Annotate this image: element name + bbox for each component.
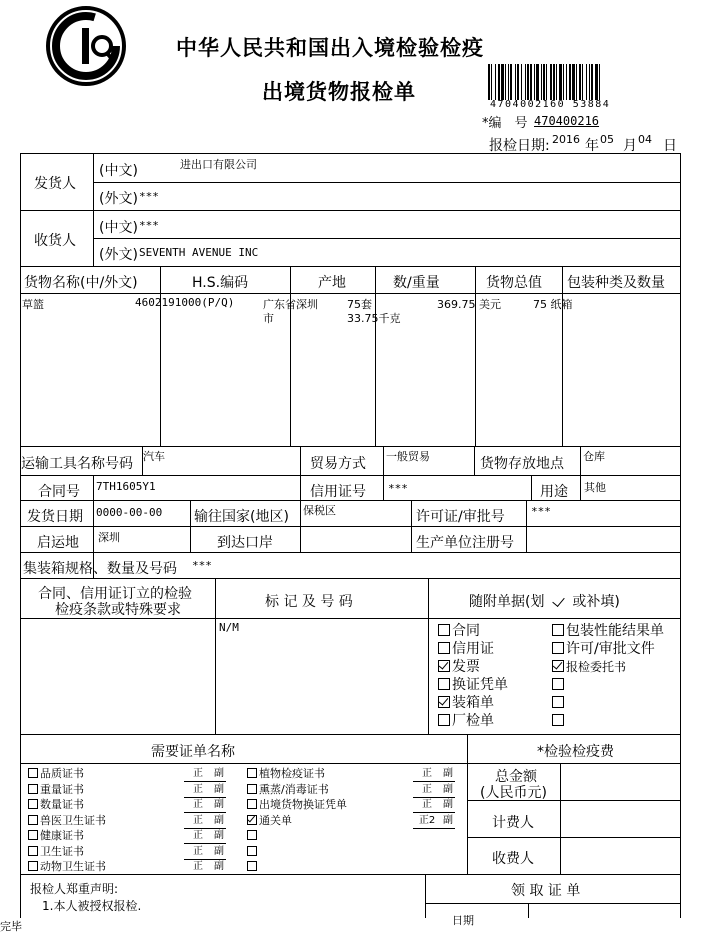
cert-copies-copy[interactable]: 副 — [441, 813, 455, 829]
checkbox-icon[interactable] — [438, 678, 450, 690]
consignee-cn-value[interactable]: *** — [139, 219, 159, 232]
barcode-bar — [599, 64, 600, 100]
declaration-item1: 1.本人被授权报检. — [42, 899, 142, 913]
barcode-bar — [582, 64, 583, 100]
attached-doc-label: 报检委托书 — [566, 660, 627, 674]
ship-date-value[interactable]: 0000-00-00 — [96, 506, 163, 519]
cert-copies — [413, 813, 455, 829]
cert-item[interactable] — [28, 766, 238, 782]
barcode-bar — [536, 64, 539, 100]
cert-item[interactable] — [247, 828, 457, 844]
cert-item[interactable] — [28, 813, 238, 829]
goods-value[interactable]: 369.75 美元 — [437, 298, 501, 311]
cert-copies-copy[interactable]: 副 — [212, 844, 226, 860]
use-value[interactable]: 其他 — [584, 481, 606, 494]
barcode-bar — [488, 64, 490, 100]
checkbox-icon[interactable] — [28, 830, 38, 840]
goods-hs-value[interactable]: 4602191000(P/Q) — [135, 296, 235, 309]
contract-value[interactable]: 7TH1605Y1 — [96, 480, 156, 493]
barcode-bar — [508, 64, 509, 100]
goods-pack[interactable]: 75 纸箱 — [533, 298, 573, 311]
barcode-bar — [515, 64, 516, 100]
declaration-title: 报检人郑重声明: — [30, 882, 119, 896]
cert-copies — [184, 813, 226, 829]
cert-copies — [184, 844, 226, 860]
barcode-number: 4704002160 53884 — [490, 99, 611, 110]
checkbox-icon[interactable] — [552, 624, 564, 636]
container-label: 集装箱规格、数量及号码 — [23, 561, 177, 577]
depart-label: 启运地 — [37, 535, 79, 551]
attached-doc-item[interactable] — [438, 640, 508, 658]
checkbox-icon[interactable] — [28, 846, 38, 856]
cert-copies-copy[interactable]: 副 — [212, 859, 226, 875]
date-year: 2016 — [552, 133, 580, 146]
checkbox-icon[interactable] — [247, 768, 257, 778]
checkbox-checked-icon[interactable] — [552, 660, 564, 672]
marks-value[interactable]: N/M — [219, 621, 239, 634]
transport-tool-label: 运输工具名称号码 — [21, 456, 133, 472]
cert-copies-original[interactable]: 正 — [184, 797, 212, 813]
bottom-status-text: 完毕 — [0, 920, 22, 933]
col-goods-name: 货物名称(中/外文) — [24, 275, 138, 291]
col-quantity: 数/重量 — [393, 275, 440, 291]
cert-copies-copy[interactable]: 副 — [441, 782, 455, 798]
cert-label: 兽医卫生证书 — [40, 813, 106, 827]
trade-mode-label: 贸易方式 — [310, 456, 366, 472]
checkbox-icon[interactable] — [552, 696, 564, 708]
lc-value[interactable]: *** — [388, 482, 408, 495]
attached-docs-right — [552, 622, 664, 730]
terms-header-line1: 合同、信用证订立的检验 — [38, 586, 192, 602]
attached-doc-label: 装箱单 — [452, 695, 494, 711]
docs-header-suffix: 或补填) — [572, 594, 620, 610]
col-hs-code: H.S.编码 — [192, 275, 249, 291]
date-day: 04 — [638, 133, 652, 146]
receive-docs-header: 领 取 证 单 — [511, 883, 581, 899]
goods-qty-line2: 33.75千克 — [347, 312, 401, 325]
cert-copies-original[interactable]: 正2 — [413, 813, 441, 829]
cert-label: 出境货物换证凭单 — [259, 798, 347, 811]
certs-left-list — [28, 766, 238, 875]
barcode-bar — [510, 64, 512, 100]
checkbox-icon[interactable] — [552, 678, 564, 690]
cert-label: 数量证书 — [40, 798, 84, 811]
receive-date-label: 日期 — [452, 914, 474, 927]
goods-origin-line1[interactable]: 广东省深圳 — [263, 298, 318, 311]
attached-doc-label: 许可/审批文件 — [566, 641, 655, 657]
barcode-bar — [527, 64, 529, 100]
form-title-agency: 中华人民共和国出入境检验检疫 — [176, 36, 484, 60]
cert-copies — [413, 766, 455, 782]
cert-copies-original[interactable]: 正 — [413, 766, 441, 782]
attached-doc-label: 合同 — [452, 623, 480, 639]
barcode-bar — [541, 64, 542, 100]
cert-copies-original[interactable]: 正 — [184, 859, 212, 875]
cert-copies-copy[interactable]: 副 — [212, 766, 226, 782]
barcode-bar — [517, 64, 519, 100]
date-month-char: 月 — [623, 138, 637, 154]
attached-doc-label: 厂检单 — [452, 713, 494, 729]
cert-item[interactable] — [28, 859, 238, 875]
barcode — [487, 64, 673, 100]
date-label: 报检日期: — [489, 138, 550, 154]
barcode-bar — [491, 64, 492, 100]
cert-copies-original[interactable]: 正 — [184, 782, 212, 798]
checkbox-icon[interactable] — [247, 799, 257, 809]
cert-item[interactable] — [28, 782, 238, 798]
barcode-bar — [543, 64, 545, 100]
cert-item[interactable] — [247, 766, 457, 782]
cert-label: 卫生证书 — [40, 844, 84, 858]
checkbox-icon[interactable] — [247, 784, 257, 794]
cert-label: 通关单 — [259, 813, 292, 827]
checkbox-icon[interactable] — [28, 768, 38, 778]
cert-copies-original[interactable]: 正 — [184, 813, 212, 829]
cert-copies-copy[interactable]: 副 — [212, 813, 226, 829]
barcode-bar — [559, 64, 562, 100]
cert-copies — [184, 797, 226, 813]
cert-label: 健康证书 — [40, 829, 84, 842]
consignee-en-prefix: (外文) — [99, 247, 138, 263]
col-packaging: 包装种类及数量 — [567, 275, 665, 291]
dest-country-value[interactable]: 保税区 — [303, 504, 336, 517]
docs-header-prefix: 随附单据(划 — [469, 594, 545, 610]
date-month: 05 — [600, 133, 614, 146]
barcode-bar — [556, 64, 557, 100]
barcode-bar — [546, 64, 547, 100]
cert-copies-copy[interactable]: 副 — [441, 766, 455, 782]
attached-doc-item[interactable] — [552, 622, 664, 640]
barcode-bar — [591, 64, 593, 100]
cert-copies — [184, 782, 226, 798]
reg-label: 生产单位注册号 — [416, 535, 514, 551]
cert-label: 熏蒸/消毒证书 — [259, 782, 329, 796]
consignee-en-value[interactable]: SEVENTH AVENUE INC — [139, 246, 259, 259]
dest-country-label: 输往国家(地区) — [194, 509, 289, 525]
checkbox-icon[interactable] — [28, 861, 38, 871]
use-label: 用途 — [540, 484, 568, 500]
cert-label: 植物检疫证书 — [259, 767, 325, 780]
consignee-cn-prefix: (中文) — [99, 220, 138, 236]
cert-copies-count: 2 — [428, 814, 436, 826]
barcode-bar — [576, 64, 577, 100]
barcode-bar — [501, 64, 504, 100]
total-amount-label: 总金额 — [495, 769, 537, 785]
col-total-value: 货物总值 — [486, 275, 542, 291]
container-value[interactable]: *** — [192, 559, 212, 572]
cert-item[interactable] — [247, 844, 457, 860]
col-origin: 产地 — [318, 275, 346, 291]
barcode-bar — [589, 64, 590, 100]
barcode-bar — [579, 64, 581, 100]
cert-item[interactable] — [247, 797, 457, 813]
barcode-bar — [566, 64, 567, 100]
attached-docs-left — [438, 622, 508, 730]
attached-doc-item[interactable] — [438, 712, 508, 730]
checkbox-icon[interactable] — [247, 861, 257, 871]
license-label: 许可证/审批号 — [416, 509, 505, 525]
checkbox-icon[interactable] — [438, 624, 450, 636]
cert-copies — [184, 859, 226, 875]
trade-mode-value[interactable]: 一般贸易 — [386, 450, 430, 463]
checkbox-checked-icon[interactable] — [438, 660, 450, 672]
cert-copies — [413, 782, 455, 798]
transport-tool-value[interactable]: 汽车 — [143, 450, 165, 463]
shipper-cn-prefix: (中文) — [99, 163, 138, 179]
attached-doc-label: 发票 — [452, 659, 480, 675]
attached-doc-item[interactable] — [438, 622, 508, 640]
check-mark-icon — [552, 594, 564, 607]
attached-doc-label: 换证凭单 — [452, 677, 508, 693]
attached-doc-item[interactable] — [552, 712, 664, 730]
attached-doc-item[interactable] — [552, 658, 664, 676]
barcode-bar — [525, 64, 526, 100]
fee-person-label: 计费人 — [492, 815, 534, 831]
date-day-char: 日 — [663, 138, 677, 154]
cert-copies-copy[interactable]: 副 — [212, 797, 226, 813]
checkbox-icon[interactable] — [552, 714, 564, 726]
barcode-bar — [530, 64, 532, 100]
attached-doc-label: 信用证 — [452, 641, 494, 657]
barcode-bar — [595, 64, 598, 100]
shipper-en-prefix: (外文) — [99, 191, 138, 207]
goods-qty-line1[interactable]: 75套 — [347, 298, 372, 311]
cert-label: 重量证书 — [40, 782, 84, 796]
shipper-cn-value[interactable]: 进出口有限公司 — [180, 158, 257, 171]
checkbox-icon[interactable] — [28, 784, 38, 794]
attached-doc-item[interactable] — [438, 676, 508, 694]
cert-copies-copy[interactable]: 副 — [212, 828, 226, 844]
cert-item[interactable] — [247, 782, 457, 798]
cert-copies-original[interactable]: 正 — [413, 797, 441, 813]
arrive-label: 到达口岸 — [217, 535, 273, 551]
ship-date-label: 发货日期 — [27, 509, 83, 525]
checkbox-checked-icon[interactable] — [247, 815, 257, 825]
depart-value[interactable]: 深圳 — [98, 531, 120, 544]
terms-header-line2: 检疫条款或特殊要求 — [55, 602, 181, 618]
cert-copies-original[interactable]: 正 — [413, 782, 441, 798]
barcode-bar — [495, 64, 496, 100]
license-value[interactable]: *** — [531, 505, 551, 518]
shipper-en-value[interactable]: *** — [139, 190, 159, 203]
cert-item[interactable] — [28, 797, 238, 813]
goods-origin-line2: 市 — [263, 312, 274, 325]
shipper-label: 发货人 — [34, 176, 76, 192]
date-year-char: 年 — [585, 138, 599, 154]
cert-item[interactable] — [247, 813, 457, 829]
form-title: 出境货物报检单 — [262, 80, 416, 104]
cert-item[interactable] — [28, 844, 238, 860]
checkbox-icon[interactable] — [438, 642, 450, 654]
barcode-bar — [569, 64, 571, 100]
attached-doc-item[interactable] — [552, 640, 664, 658]
barcode-bar — [586, 64, 587, 100]
lc-label: 信用证号 — [310, 484, 366, 500]
cert-item[interactable] — [28, 828, 238, 844]
checkbox-icon[interactable] — [28, 799, 38, 809]
consignee-label: 收货人 — [34, 233, 76, 249]
collector-label: 收费人 — [492, 851, 534, 867]
contract-label: 合同号 — [38, 484, 80, 500]
checkbox-icon[interactable] — [247, 830, 257, 840]
cert-label: 品质证书 — [40, 767, 84, 780]
barcode-bar — [563, 64, 564, 100]
cert-copies — [413, 797, 455, 813]
serial-value: 470400216 — [534, 114, 600, 128]
cert-label: 动物卫生证书 — [40, 860, 106, 873]
checkbox-icon[interactable] — [28, 815, 38, 825]
serial-label: *编 号 — [482, 116, 528, 131]
attached-doc-item[interactable] — [552, 694, 664, 712]
checkbox-checked-icon[interactable] — [438, 696, 450, 708]
attached-doc-item[interactable] — [438, 694, 508, 712]
barcode-bar — [521, 64, 522, 100]
total-amount-unit: (人民币元) — [480, 785, 547, 801]
storage-value[interactable]: 仓库 — [583, 450, 605, 463]
checkbox-icon[interactable] — [438, 714, 450, 726]
cert-copies-copy[interactable]: 副 — [212, 782, 226, 798]
cert-copies-original[interactable]: 正 — [184, 828, 212, 844]
goods-name-value[interactable]: 草篮 — [22, 298, 44, 311]
attached-doc-item[interactable] — [438, 658, 508, 676]
certs-right-list — [247, 766, 457, 875]
cert-copies — [184, 828, 226, 844]
fee-header: *检验检疫费 — [537, 744, 614, 760]
certs-header: 需要证单名称 — [151, 744, 235, 760]
checkbox-icon[interactable] — [247, 846, 257, 856]
cert-item[interactable] — [247, 859, 457, 875]
cert-copies-original[interactable]: 正 — [184, 766, 212, 782]
cert-copies-original[interactable]: 正 — [184, 844, 212, 860]
barcode-bar — [534, 64, 535, 100]
barcode-bar — [498, 64, 500, 100]
attached-doc-label: 包装性能结果单 — [566, 623, 664, 639]
barcode-bar — [550, 64, 552, 100]
attached-doc-item[interactable] — [552, 676, 664, 694]
storage-label: 货物存放地点 — [480, 456, 564, 472]
barcode-bar — [553, 64, 555, 100]
cert-copies-copy[interactable]: 副 — [441, 797, 455, 813]
cert-copies — [184, 766, 226, 782]
barcode-bar — [505, 64, 506, 100]
docs-header — [469, 591, 620, 611]
marks-header: 标 记 及 号 码 — [265, 594, 353, 610]
ciq-logo — [44, 4, 128, 88]
barcode-bar — [572, 64, 575, 100]
checkbox-icon[interactable] — [552, 642, 564, 654]
